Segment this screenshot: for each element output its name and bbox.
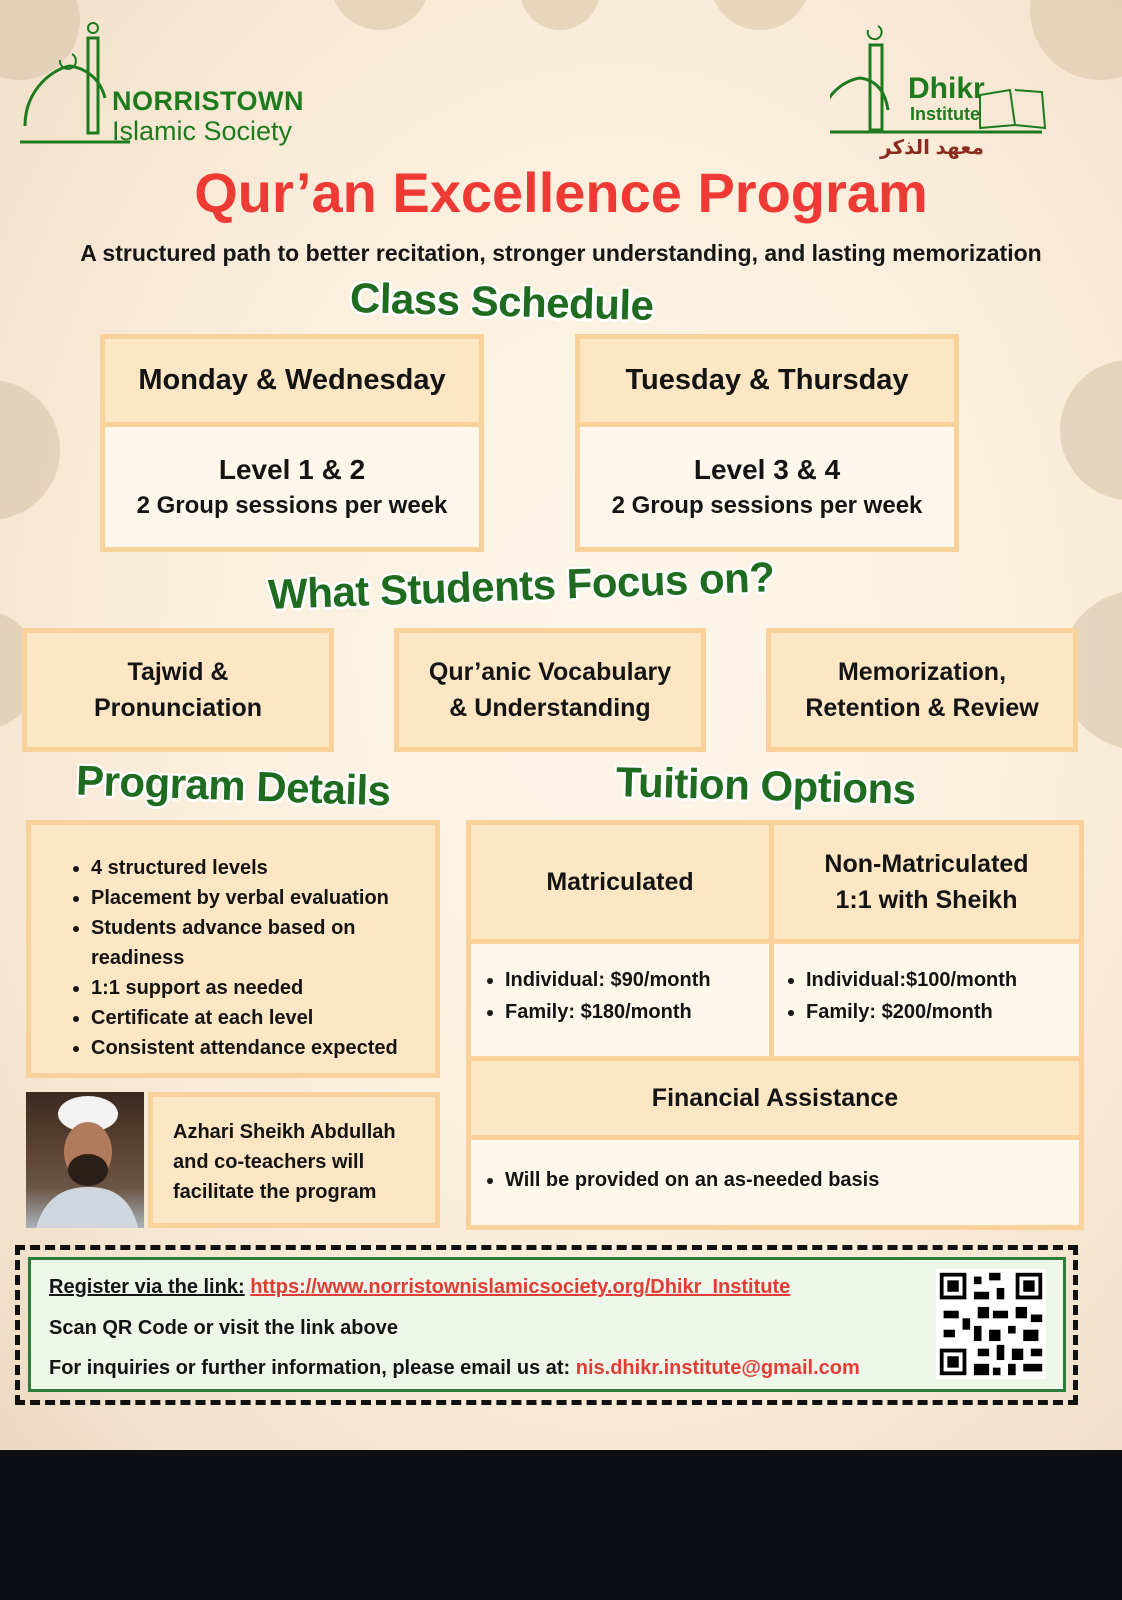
header-line: Non-Matriculated bbox=[824, 850, 1029, 878]
list-item: • Family: $200/month bbox=[806, 996, 1079, 1028]
non-matriculated-prices bbox=[774, 944, 1079, 1056]
focus-card-tajwid bbox=[22, 628, 334, 752]
schedule-body bbox=[105, 427, 479, 547]
list-item: • Consistent attendance expected bbox=[91, 1033, 435, 1063]
register-link-line bbox=[49, 1276, 790, 1299]
list-item: • Students advance based on readiness bbox=[91, 913, 435, 973]
person-icon bbox=[26, 1092, 144, 1228]
list-item: • Individual:$100/month bbox=[806, 964, 1079, 996]
schedule-card-tue-thu bbox=[575, 334, 959, 552]
register-prefix: Register via the link: bbox=[49, 1276, 245, 1298]
dhikr-institute-logo bbox=[830, 20, 1080, 160]
details-heading: Program Details bbox=[75, 756, 392, 815]
focus-line: & Understanding bbox=[449, 694, 651, 722]
program-subtitle: A structured path to better recitation, stronger understanding, and lasting memorization bbox=[80, 240, 1042, 266]
teacher-card bbox=[148, 1092, 440, 1228]
schedule-body bbox=[580, 427, 954, 547]
list-item: • Will be provided on an as-needed basis bbox=[505, 1164, 1079, 1196]
schedule-level: Level 3 & 4 bbox=[693, 454, 841, 485]
register-panel bbox=[28, 1257, 1066, 1392]
list-item: • 4 structured levels bbox=[91, 853, 435, 883]
schedule-sessions: 2 Group sessions per week bbox=[611, 492, 923, 519]
financial-assistance-header: Financial Assistance bbox=[471, 1061, 1079, 1135]
inquiry-text: For inquiries or further information, please email us at: bbox=[49, 1357, 571, 1379]
institute-arabic: معهد الذكر bbox=[880, 137, 984, 159]
tuition-heading: Tuition Options bbox=[615, 758, 917, 813]
matriculated-header: Matriculated bbox=[471, 825, 769, 939]
schedule-sessions: 2 Group sessions per week bbox=[136, 492, 448, 519]
list-item: • Placement by verbal evaluation bbox=[91, 883, 435, 913]
list-item: • Certificate at each level bbox=[91, 1003, 435, 1033]
focus-line: Qur’anic Vocabulary bbox=[428, 658, 672, 686]
schedule-card-mon-wed bbox=[100, 334, 484, 552]
focus-line: Memorization, bbox=[837, 658, 1007, 686]
schedule-days: Monday & Wednesday bbox=[105, 339, 479, 427]
details-list bbox=[31, 825, 435, 1063]
qr-code[interactable] bbox=[936, 1269, 1046, 1379]
scan-instruction: Scan QR Code or visit the link above bbox=[49, 1317, 398, 1339]
focus-line: Pronunciation bbox=[93, 694, 263, 722]
teacher-text: Azhari Sheikh Abdullah and co-teachers will facilitate the program bbox=[173, 1121, 396, 1203]
schedule-days: Tuesday & Thursday bbox=[580, 339, 954, 427]
header-line: 1:1 with Sheikh bbox=[835, 886, 1018, 914]
schedule-level: Level 1 & 2 bbox=[218, 454, 366, 485]
org-name-line1: NORRISTOWN bbox=[112, 86, 304, 116]
register-link[interactable]: https://www.norristownislamicsociety.org/Dhikr_Institute bbox=[250, 1276, 791, 1298]
list-item: • 1:1 support as needed bbox=[91, 973, 435, 1003]
non-matriculated-header bbox=[774, 825, 1079, 939]
focus-heading: What Students Focus on? bbox=[267, 553, 776, 618]
matriculated-prices bbox=[471, 944, 769, 1056]
focus-card-memorization bbox=[766, 628, 1078, 752]
schedule-heading: Class Schedule bbox=[349, 274, 655, 329]
focus-card-vocabulary bbox=[394, 628, 706, 752]
tuition-table bbox=[466, 820, 1084, 1230]
inquiry-line bbox=[49, 1357, 860, 1380]
list-item: • Individual: $90/month bbox=[505, 964, 769, 996]
contact-email-link[interactable]: nis.dhikr.institute@gmail.com bbox=[575, 1357, 860, 1379]
financial-assistance-body bbox=[471, 1140, 1079, 1225]
institute-sub: Institute bbox=[910, 104, 980, 124]
focus-line: Tajwid & bbox=[127, 658, 229, 686]
program-details-card bbox=[26, 820, 440, 1078]
org-name-line2: Islamic Society bbox=[112, 116, 293, 146]
teacher-photo bbox=[26, 1092, 144, 1228]
list-item: • Family: $180/month bbox=[505, 996, 769, 1028]
focus-line: Retention & Review bbox=[805, 694, 1039, 722]
program-title: Qur’an Excellence Program bbox=[194, 161, 928, 224]
institute-name: Dhikr bbox=[908, 72, 985, 105]
norristown-logo bbox=[20, 18, 310, 153]
